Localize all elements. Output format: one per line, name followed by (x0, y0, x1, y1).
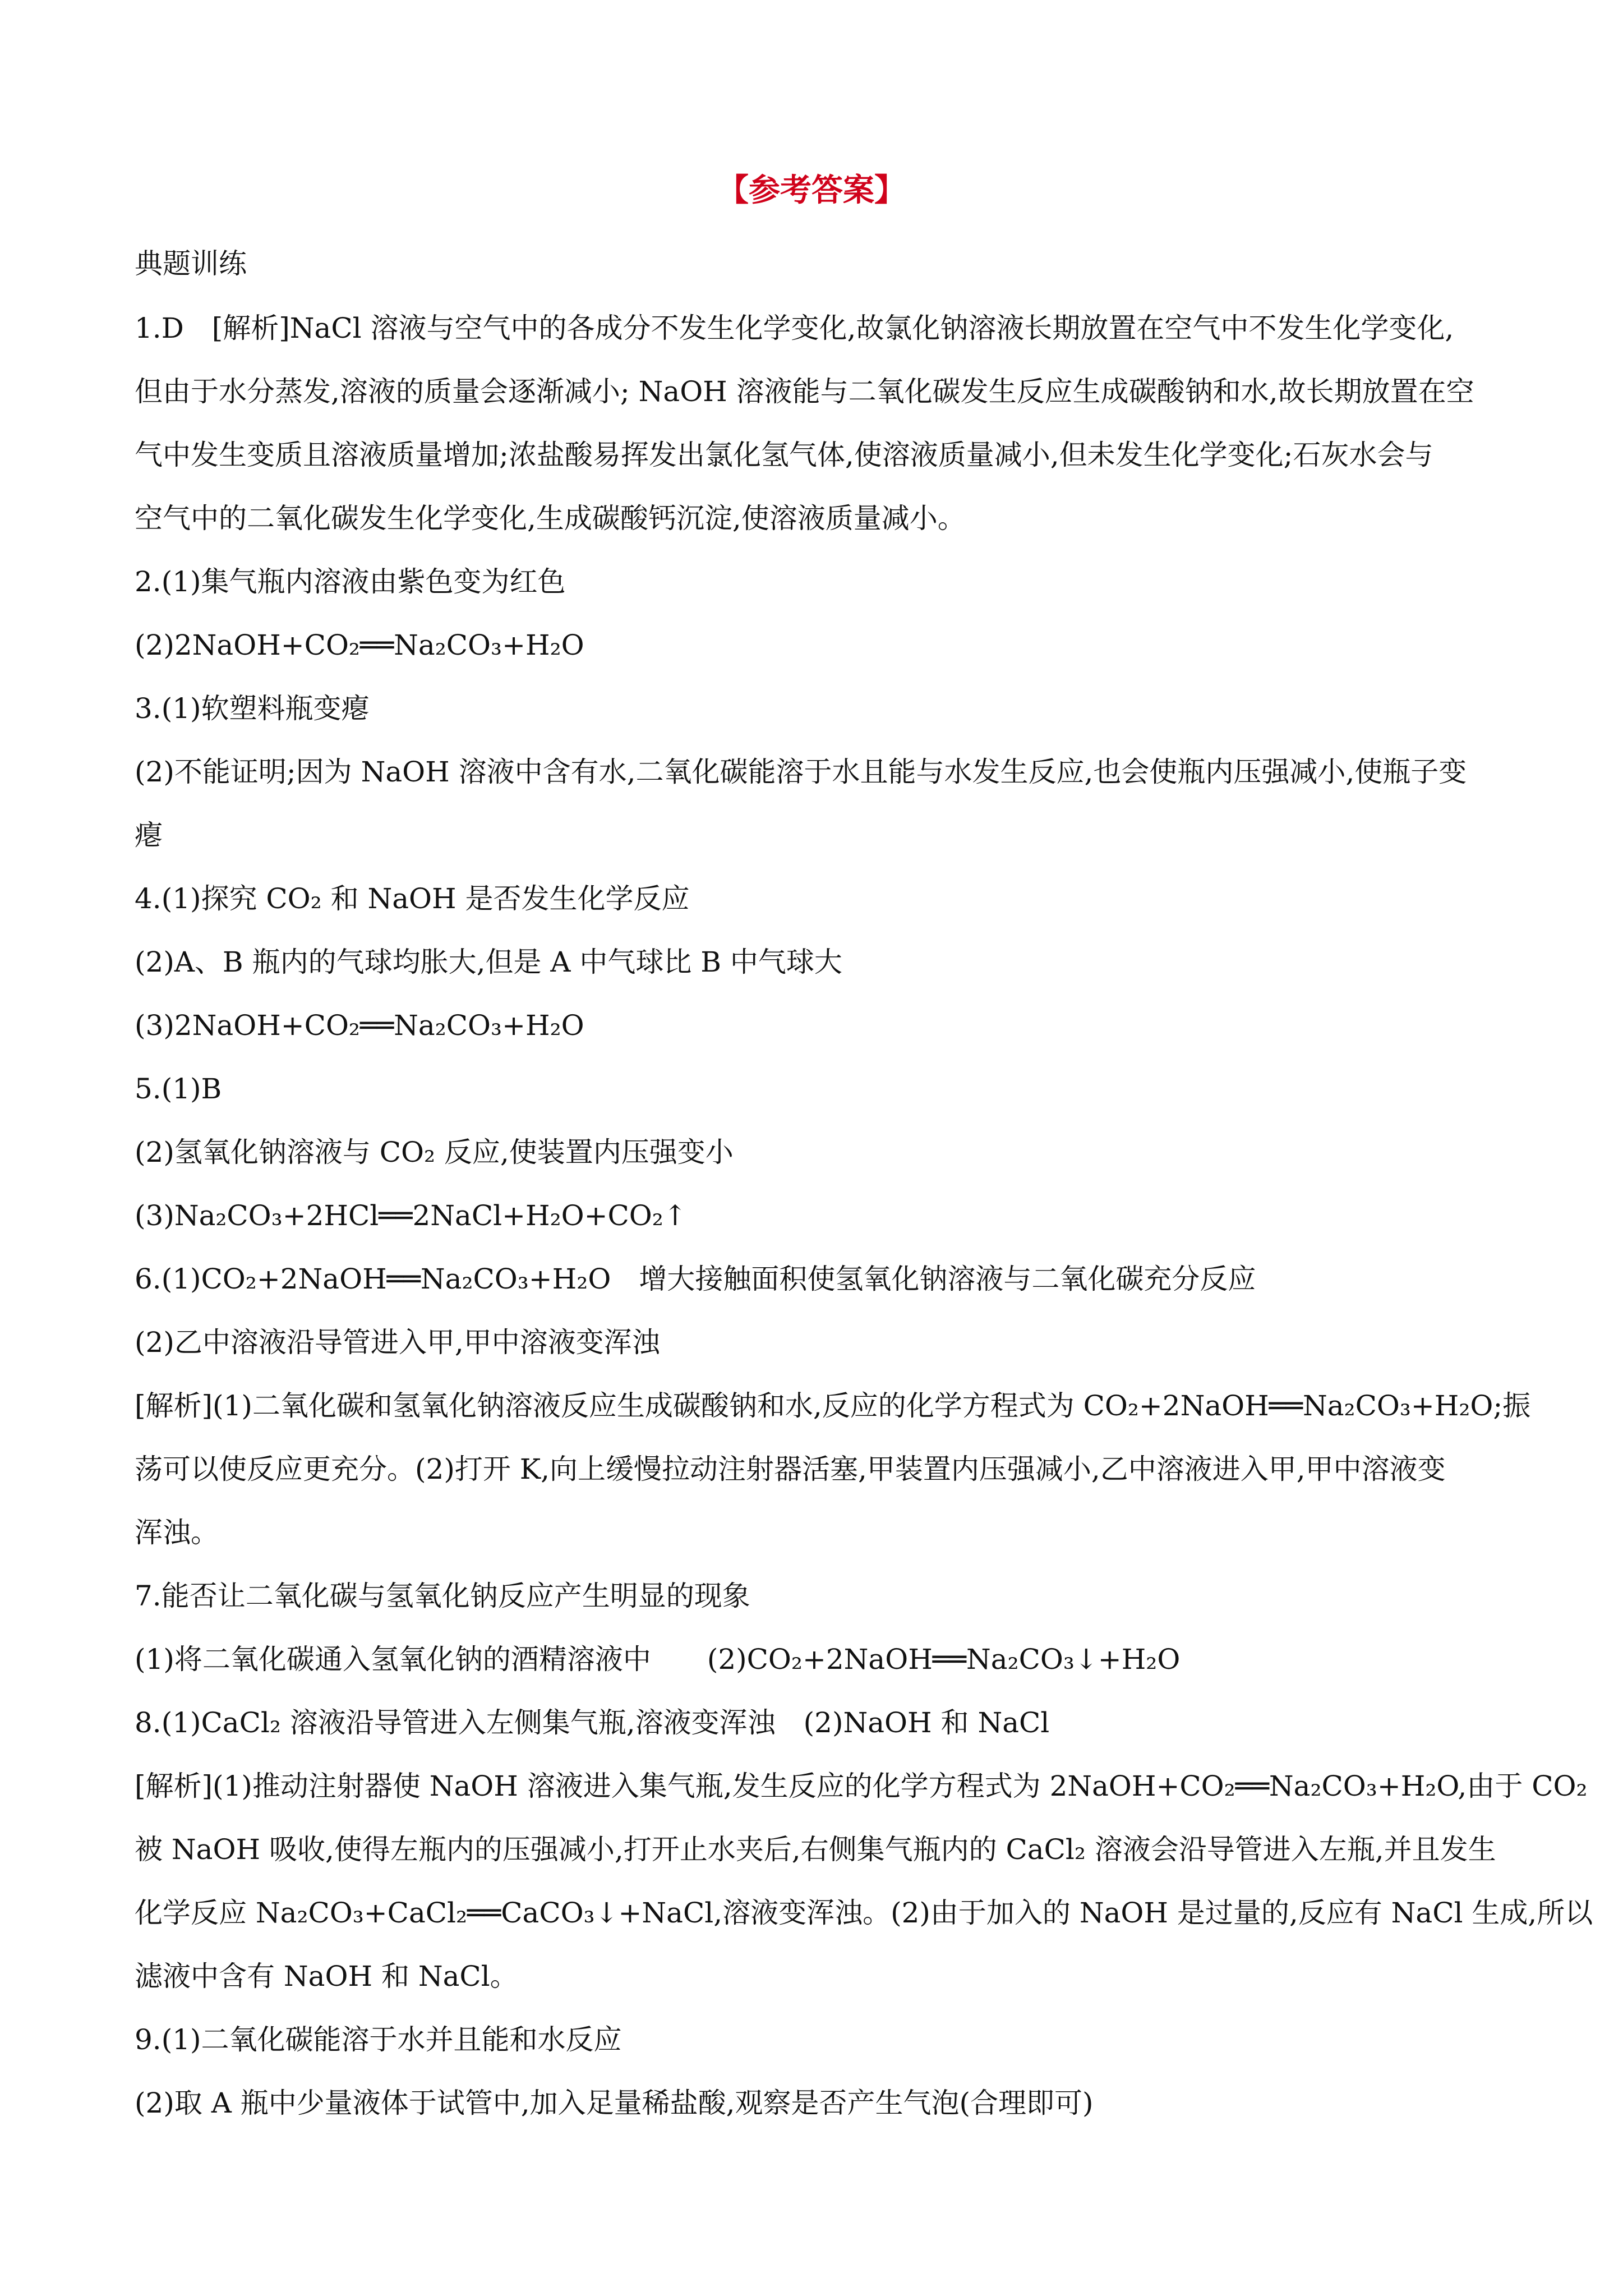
text-line: 荡可以使反应更充分。(2)打开 K,向上缓慢拉动注射器活塞,甲装置内压强减小,乙中溶液进入甲,甲中溶液变 (135, 1453, 1446, 1485)
text-line: (3)Na₂CO₃+2HCl══2NaCl+H₂O+CO₂↑ (135, 1199, 687, 1232)
text-line: (2)乙中溶液沿导管进入甲,甲中溶液变浑浊 (135, 1326, 660, 1359)
text-line: 空气中的二氧化碳发生化学变化,生成碳酸钙沉淀,使溶液质量减小。 (135, 502, 966, 535)
text-line: (2)取 A 瓶中少量液体于试管中,加入足量稀盐酸,观察是否产生气泡(合理即可) (135, 2087, 1094, 2119)
text-line: 浑浊。 (135, 1516, 219, 1549)
section-heading: 典题训练 (135, 247, 247, 280)
text-line: [解析](1)推动注射器使 NaOH 溶液进入集气瓶,发生反应的化学方程式为 2NaOH+CO₂══Na₂CO₃+H₂O,由于 CO₂ (135, 1770, 1588, 1802)
text-line: 6.(1)CO₂+2NaOH══Na₂CO₃+H₂O 增大接触面积使氢氧化钠溶液与二氧化碳充分反应 (135, 1263, 1256, 1295)
text-line: [解析](1)二氧化碳和氢氧化钠溶液反应生成碳酸钠和水,反应的化学方程式为 CO₂+2NaOH══Na₂CO₃+H₂O;振 (135, 1389, 1531, 1422)
text-line: 3.(1)软塑料瓶变瘪 (135, 692, 370, 725)
text-line: (2)氢氧化钠溶液与 CO₂ 反应,使装置内压强变小 (135, 1136, 734, 1168)
text-line: (1)将二氧化碳通入氢氧化钠的酒精溶液中 (2)CO₂+2NaOH══Na₂CO₃↓+H₂O (135, 1643, 1181, 1676)
text-line: 5.(1)B (135, 1073, 222, 1105)
text-line: (2)A、B 瓶内的气球均胀大,但是 A 中气球比 B 中气球大 (135, 946, 842, 978)
text-line: 7.能否让二氧化碳与氢氧化钠反应产生明显的现象 (135, 1580, 750, 1612)
text-line: 被 NaOH 吸收,使得左瓶内的压强减小,打开止水夹后,右侧集气瓶内的 CaCl₂ 溶液会沿导管进入左瓶,并且发生 (135, 1833, 1496, 1866)
text-line: 1.D [解析]NaCl 溶液与空气中的各成分不发生化学变化,故氯化钠溶液长期放置在空气中不发生化学变化, (135, 312, 1454, 344)
text-line: 滤液中含有 NaOH 和 NaCl。 (135, 1960, 518, 1993)
page-title: 【参考答案】 (717, 172, 906, 209)
text-line: 8.(1)CaCl₂ 溶液沿导管进入左侧集气瓶,溶液变浑浊 (2)NaOH 和 NaCl (135, 1706, 1050, 1739)
text-line: (2)2NaOH+CO₂══Na₂CO₃+H₂O (135, 629, 584, 661)
text-line: (2)不能证明;因为 NaOH 溶液中含有水,二氧化碳能溶于水且能与水发生反应,也会使瓶内压强减小,使瓶子变 (135, 756, 1467, 788)
text-line: 9.(1)二氧化碳能溶于水并且能和水反应 (135, 2023, 622, 2056)
text-line: (3)2NaOH+CO₂══Na₂CO₃+H₂O (135, 1009, 584, 1042)
text-line: 2.(1)集气瓶内溶液由紫色变为红色 (135, 565, 566, 598)
text-line: 瘪 (135, 819, 163, 852)
text-line: 但由于水分蒸发,溶液的质量会逐渐减小; NaOH 溶液能与二氧化碳发生反应生成碳酸钠和水,故长期放置在空 (135, 375, 1474, 408)
text-line: 化学反应 Na₂CO₃+CaCl₂══CaCO₃↓+NaCl,溶液变浑浊。(2)由于加入的 NaOH 是过量的,反应有 NaCl 生成,所以 (135, 1897, 1593, 1929)
text-line: 气中发生变质且溶液质量增加;浓盐酸易挥发出氯化氢气体,使溶液质量减小,但未发生化学变化;石灰水会与 (135, 439, 1433, 471)
text-line: 4.(1)探究 CO₂ 和 NaOH 是否发生化学反应 (135, 882, 690, 915)
